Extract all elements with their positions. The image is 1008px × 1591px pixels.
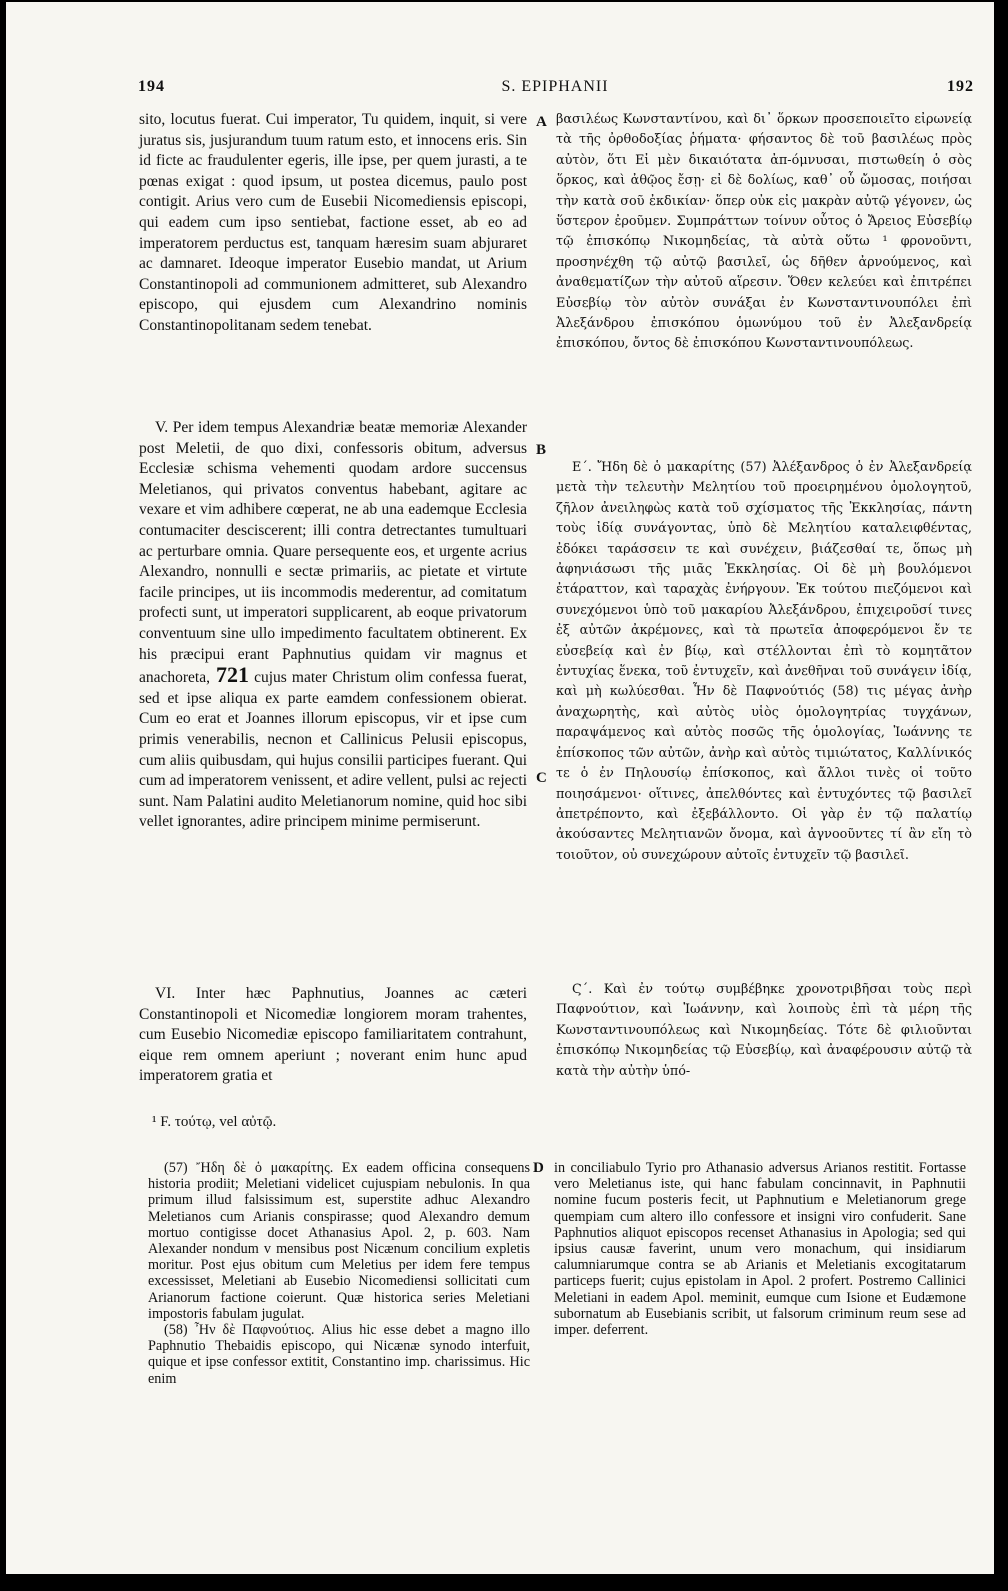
latin-paragraph-continued: cujus mater Christum olim confessa fuerat, sed et ipse aliqua ex parte eamdem confessionem obierat. Cum eo erat et Joannes illorum episcopus, vir et ipse cum primis venerabilis, necnon et Callinicus Pelusii episcopus, cum aliis quibusdam, qui hujus consilii participes fuerant. Qui cum ad imperatorem venissent, et adire vellent, pulsi ac rejecti sunt. Nam Palatini audito Meletianorum nomine, quid hoc sibi vellet ignorantes, adire principem minime permiserunt. — [139, 669, 527, 831]
margin-marker-d: D — [533, 1160, 544, 1176]
page-header — [136, 78, 974, 100]
latin-column-block-3 — [139, 984, 527, 1087]
greek-column-block-3 — [556, 980, 972, 1082]
greek-column-block-2 — [556, 458, 972, 866]
footnote: ¹ F. τούτῳ, vel αὐτῷ. — [152, 1114, 277, 1130]
latin-paragraph: VI. Inter hæc Paphnutius, Joannes ac cæteri Constantinopoli et Nicomediæ longiorem moram trahentes, cum Eusebio Nicomediæ episcopo familiaritatem contrahunt, eique rem omnem aperiunt ; noverant enim hunc apud imperatorem gratia et — [139, 985, 527, 1085]
greek-paragraph: Ϛ΄. Καὶ ἐν τούτῳ συμβέβηκε χρονοτριβῆσαι τοὺς περὶ Παφνούτιον, καὶ Ἰωάννην, καὶ λοιποὺς ἐπὶ τὰ μέρη τῆς Κωνσταντινουπόλεως καὶ Νικομηδείας. Τότε δὲ φιλιοῦνται ἐπισκόπῳ Νικομηδείας τῷ Εὐσεβίῳ, καὶ ἀναφέρουσιν αὐτῷ τὰ κατὰ τὴν αὐτὴν ὑπό- — [556, 982, 972, 1079]
latin-column-block-2 — [139, 418, 527, 833]
column-number: 721 — [216, 662, 249, 688]
greek-paragraph: βασιλέως Κωνσταντίνου, καὶ δι᾽ ὅρκων προσεποιεῖτο εἰρωνείᾳ τὰ τῆς ὀρθοδοξίας ῥήματα· φήσαντος δὲ τοῦ βασιλέως πρὸς αὐτὸν, ὅτι Εἰ μὲν δικαιότατα ἀπ-όμνυσαι, πιστωθείη ὁ σὸς ὅρκος, καὶ ἀθῷος ἔσῃ· εἰ δὲ δολίως, καθ᾽ οὗ ὤμοσας, ποιήσαι τὴν κατὰ σοῦ ἐκδικίαν· ὅπερ οὐκ εἰς μακρὰν αὐτῷ γέγονεν, ὡς ὕστερον ἐροῦμεν. Συμπράττων τοίνυν οὗτος ὁ Ἄρειος Εὐσεβίῳ τῷ ἐπισκόπῳ Νικομηδείας, τὰ αὐτὰ οὕτω ¹ φρονοῦντι, προσηνέχθη τῷ αὐτῷ βασιλεῖ, ὡς δῆθεν ἀρνούμενος, καὶ ἀναθεματίζων τὴν αὐτοῦ αἵρεσιν. Ὅθεν κελεύει καὶ ἐπιτρέπει Εὐσεβίῳ τὸν αὐτὸν συνάξαι ἐν Κωνσταντινουπόλει ἐπὶ Ἀλεξάνδρου ἐπισκόπου ὁμωνύμου τοῦ ἐν Ἀλεξανδρείᾳ ἐπισκόπου, ὄντος δὲ ἐπισκόπου Κωνσταντινουπόλεως. — [556, 112, 972, 352]
page-number-right: 192 — [947, 78, 974, 95]
page-number-left: 194 — [138, 78, 165, 95]
page — [6, 2, 994, 1574]
note-58-continued: in conciliabulo Tyrio pro Athanasio adversus Arianos restitit. Fortasse vero Meletianus iste, qui hanc fabulam concinnavit, in Paphnutii nomine fucum posteris fecit, ut Paphnutium e Meletianorum grege quempiam cum altero illo confessore et insigni viro confuderit. Sane Paphnutios aliquot episcopos recenset Athanasius in Apologia; sed qui ipsius causæ faverint, unum vero monachum, qui insidiarum calumniarumque contra se ab Arianis et Meletianis excogitatarum particeps fuerit; cujus epistolam in Apol. 2 profert. Postremo Callinici Meletiani in eadem Apol. meminit, eumque cum Isione et Eudæmone subornatum ab Eusebianis scribit, ut falsorum criminum reum sese ad imper. deferrent. — [554, 1160, 966, 1339]
margin-marker-b: B — [536, 442, 547, 458]
note-58: (58) Ἦν δὲ Παφνούτιος. Alius hic esse debet a magno illo Paphnutio Thebaidis episcopo, qui Nicænæ synodo interfuit, quique et ipse confessor extitit, Constantino imp. charissimus. Hic enim — [148, 1322, 530, 1387]
latin-column-block-1 — [139, 110, 527, 337]
notes-right-column — [554, 1160, 966, 1338]
note-57: (57) Ἤδη δὲ ὁ μακαρίτης. Ex eadem officina consequens historia prodiit; Meletiani videlicet cujuspiam nebulonis. In qua primum illud falsissimum est, superstite adhuc Alexandro Meletianos cum Arianis conspirasse; quod Alexandro demum mortuo contigisse docet Athanasius Apol. 2, p. 603. Nam Alexander nondum v mensibus post Nicænum concilium expletis moritur. Post ejus obitum cum Meletius per idem fere tempus excessisset, Meletiani ab Eusebio Nicomediensi sollicitati cum Arianorum factione coierunt. Quæ historica series Meletiani impostoris fabulam jugulat. — [148, 1160, 530, 1322]
greek-column-block-1 — [556, 110, 972, 355]
greek-paragraph: Ε΄. Ἤδη δὲ ὁ μακαρίτης (57) Ἀλέξανδρος ὁ ἐν Ἀλεξανδρείᾳ μετὰ τὴν τελευτὴν Μελητίου τοῦ προειρημένου ὁμολογητοῦ, ζῆλον ἀνειληφὼς κατὰ τοῦ σχίσματος τῆς Ἐκκλησίας, πάντη τοὺς ἰδίᾳ συνάγοντας, ὑπὸ δὲ Μελητίου καταλειφθέντας, ἐδόκει ταράσσειν τε καὶ συνέχειν, βιάζεσθαί τε, ὅπως μὴ ἀφηνιάσωσι τῆς μιᾶς Ἐκκλησίας. Οἱ δὲ μὴ βουλόμενοι ἐτάραττον, καὶ ταραχὰς ἐνήργουν. Ἐκ τούτου πιεζόμενοι καὶ συνεχόμενοι ὑπὸ τοῦ μακαρίου Ἀλεξάνδρου, ἐπιχειροῦσί τινες ἐξ αὐτῶν ἀκρέμονες, καὶ τὰ πρωτεῖα ἀποφερόμενοι ἔν τε εὐσεβείᾳ καὶ ἐν βίῳ, καὶ στέλλονται ἐπὶ τὸ κομητᾶτον ἐντυχίας ἕνεκα, τοῦ ἐντυχεῖν, καὶ ἀνεθῆναι τοῦ συνάγειν ἰδίᾳ, καὶ μὴ κωλύεσθαι. Ἦν δὲ Παφνούτιός (58) τις μέγας ἀνὴρ ἀναχωρητὴς, καὶ αὐτὸς υἱὸς ὁμολογητρίας τυγχάνων, παραψάμενος καὶ αὐτὸς ποσῶς τῆς ὁμολογίας, Ἰωάννης τε ἐπίσκοπος τῶν αὐτῶν, ἀνὴρ καὶ αὐτὸς τιμιώτατος, Καλλίνικός τε ὁ ἐν Πηλουσίῳ ἐπίσκοπος, καὶ ἄλλοι τινὲς οἱ τοῦτο ποιησάμενοι· οἵτινες, ἀπελθόντες καὶ ἐντυχόντες τῷ βασιλεῖ ἀπετρέποντο, καὶ ἐξεβάλλοντο. Οἱ γὰρ ἐν τῷ παλατίῳ ἀκούσαντες Μελητιανῶν ὄνομα, καὶ ἀγνοοῦντες τί ἂν εἴη τὸ τοιοῦτον, οὐ συνεχώρουν αὐτοῖς ἐντυχεῖν τῷ βασιλεῖ. — [556, 460, 972, 863]
running-title: S. EPIPHANII — [501, 78, 609, 95]
margin-marker-c: C — [536, 770, 547, 786]
latin-paragraph: sito, locutus fuerat. Cui imperator, Tu quidem, inquit, si vere juratus sis, jusjurandum tuum ratum esto, et innocens eris. Sin id ficte ac fraudulenter egeris, ille ipse, per quem jurasti, a te pœnas exigat : quod ipsum, ut postea dicemus, paulo post contigit. Arius vero cum de Eusebii Nicomediensis episcopi, qui eadem cum ipso sentiebat, factione esset, ab eo ad imperatorem perductus est, tanquam hæresim suam abjuraret ac damnaret. Ideoque imperator Eusebio mandat, ut Arium Constantinopoli ad communionem admitteret, sub Alexandro episcopo, qui ejusdem cum Alexandrino nominis Constantinopolitanam sedem tenebat. — [139, 111, 527, 334]
margin-marker-a: A — [536, 114, 547, 130]
latin-paragraph: V. Per idem tempus Alexandriæ beatæ memoriæ Alexander post Meletii, de quo dixi, confessoris obitum, adversus Ecclesiæ schisma vehementi quodam ardore succensus Meletianos, qui privatos conventus habebant, agitare ac vexare et vim adhibere cœperat, ne ab una eademque Ecclesia contumaciter desciscerent; illi contra detrectantes tumultuari ac perturbare omnia. Quare persequente eos, et urgente acrius Alexandro, nonnulli e sectæ primariis, ac pietate et virtute facile principes, ut iis incommodis mederentur, ad comitatum profecti sunt, ut imperatori supplicarent, ab eoque privatorum conventuum sine ullo impedimento facultatem obtinerent. Ex his præcipui erant Paphnutius quidam vir magnus et anachoreta, — [139, 419, 527, 687]
notes-left-column — [148, 1160, 530, 1387]
